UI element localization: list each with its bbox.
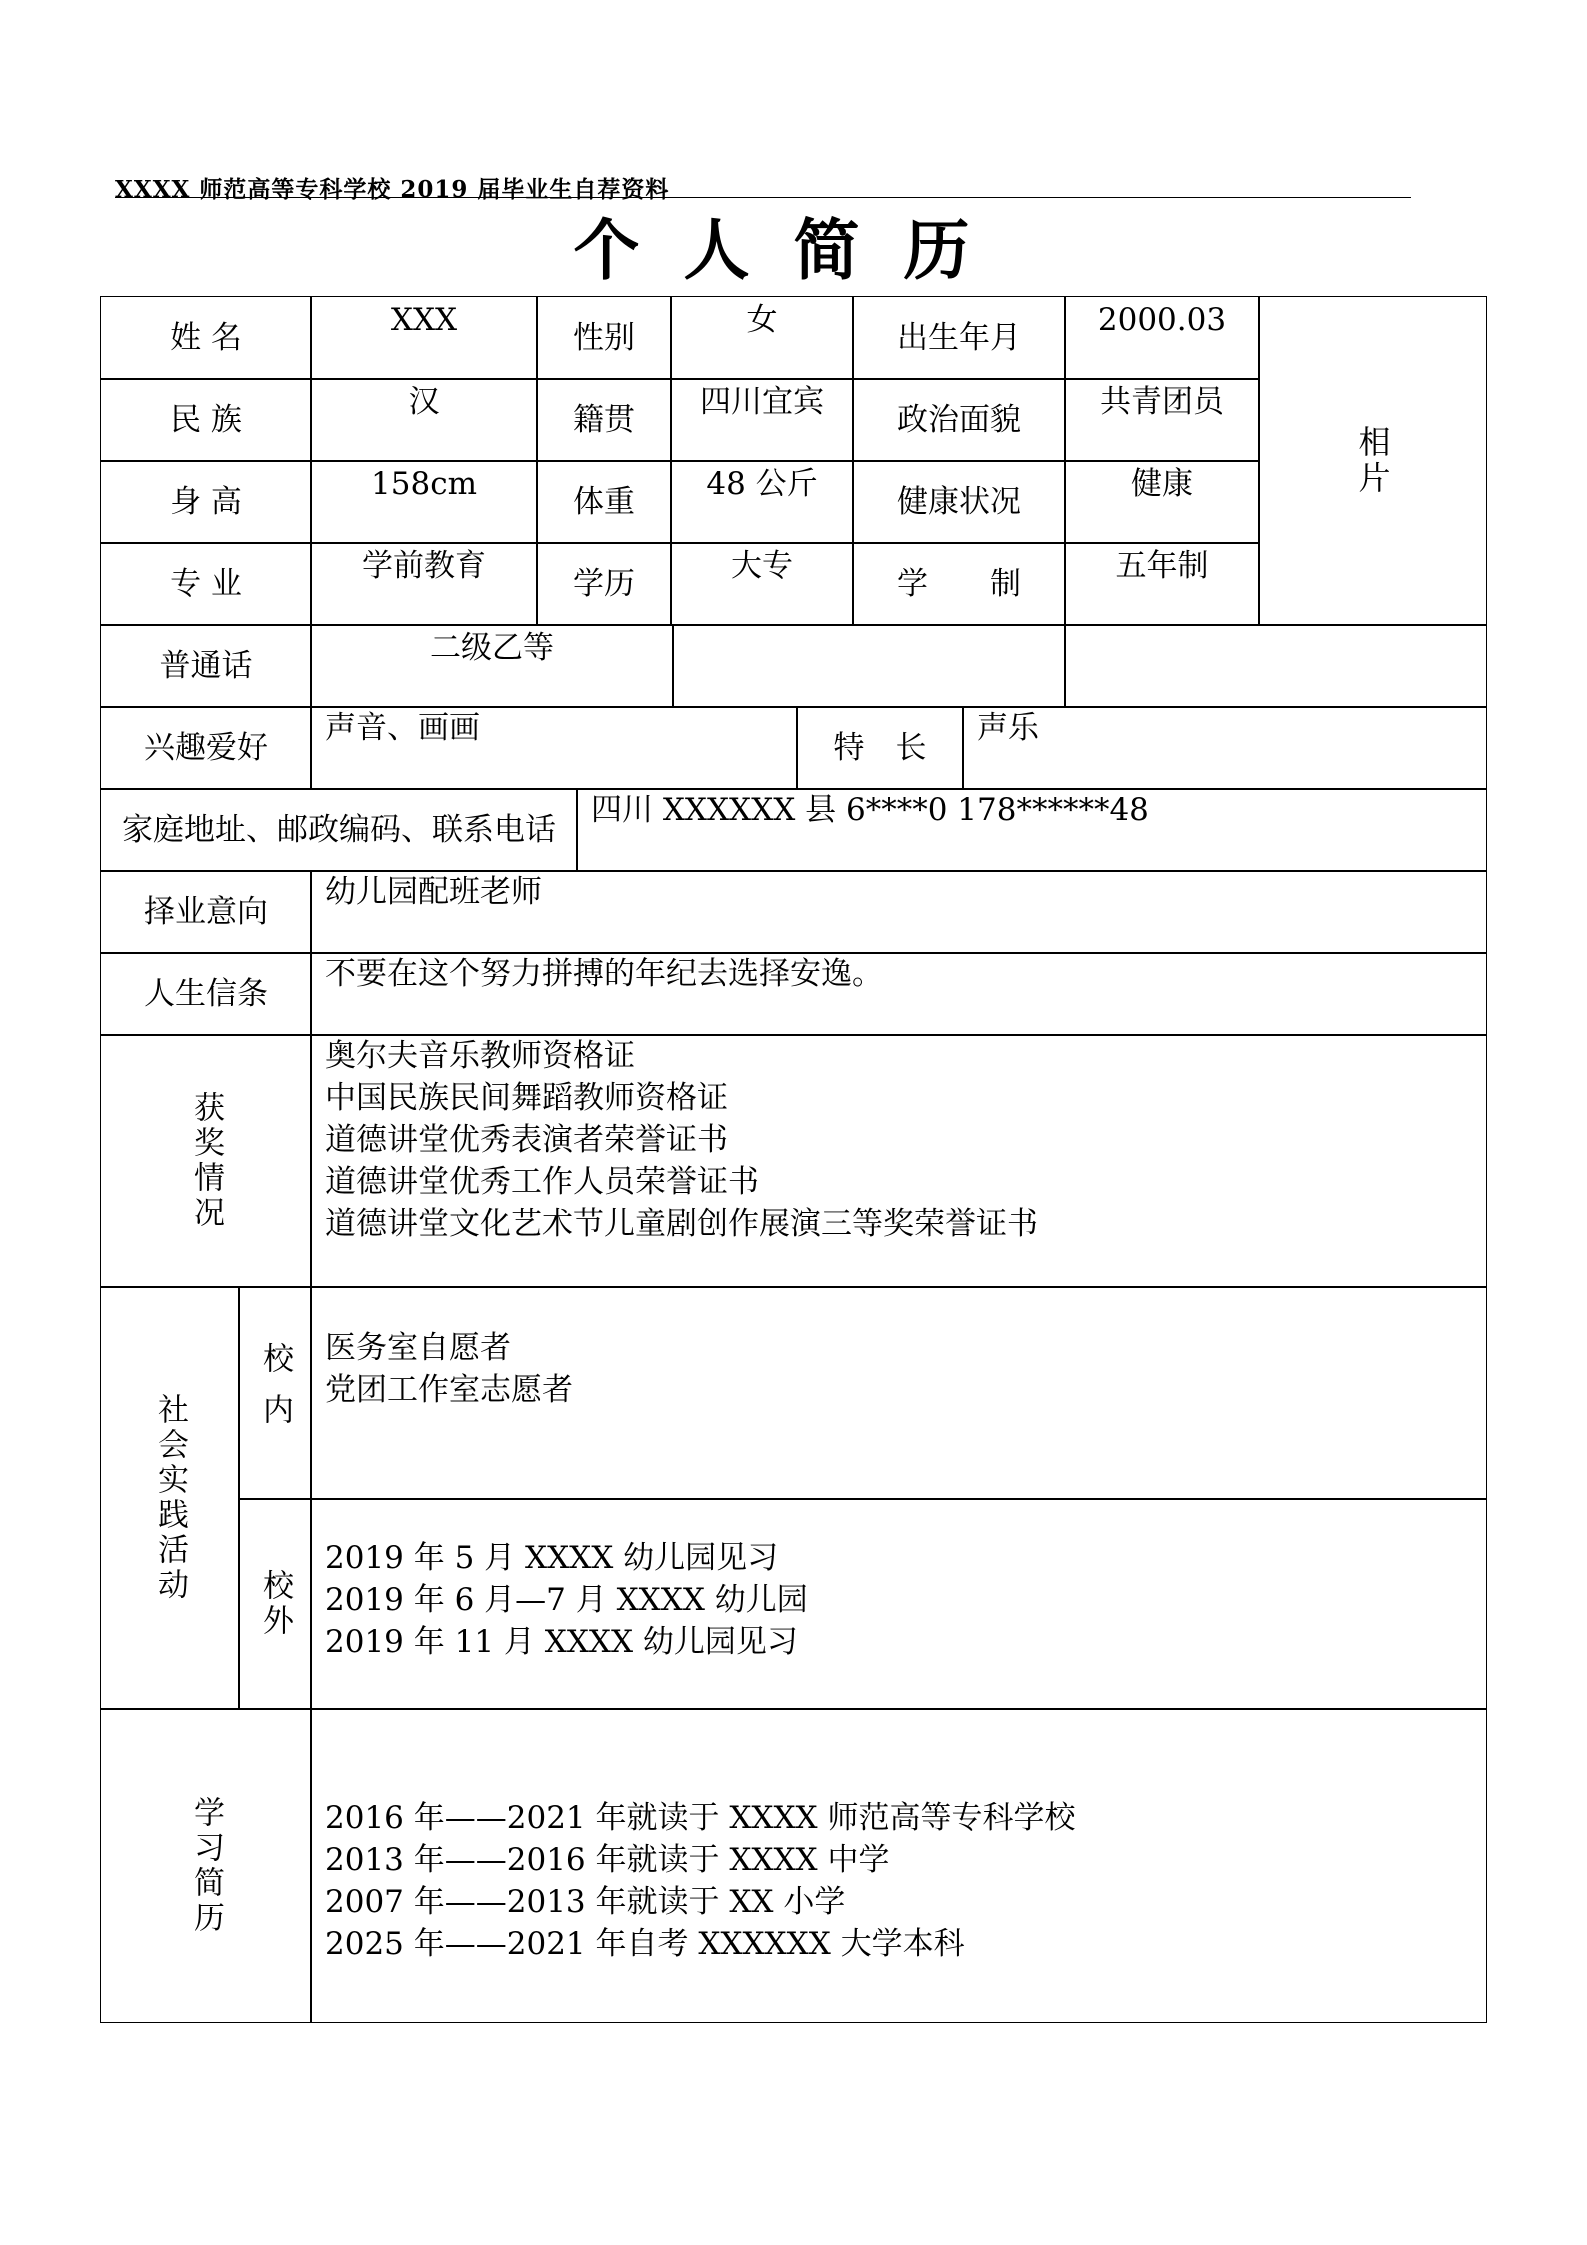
awards-label: 获奖情况 <box>100 1034 312 1288</box>
practice-inside-item: 医务室自愿者 <box>325 1330 511 1366</box>
system-value: 五年制 <box>1064 542 1260 626</box>
award-item: 道德讲堂文化艺术节儿童剧创作展演三等奖荣誉证书 <box>325 1206 1038 1242</box>
motto-label: 人生信条 <box>100 952 312 1036</box>
special-label: 特 长 <box>796 706 964 790</box>
political-value: 共青团员 <box>1064 378 1260 462</box>
career-value: 幼儿园配班老师 <box>310 870 1487 954</box>
motto-value: 不要在这个努力拼搏的年纪去选择安逸。 <box>310 952 1487 1036</box>
study-item: 2025 年——2021 年自考 XXXXXX 大学本科 <box>325 1926 965 1962</box>
ethnicity-label: 民 族 <box>100 378 312 462</box>
practice-inside-label: 校内 <box>238 1286 312 1500</box>
health-value: 健康 <box>1064 460 1260 544</box>
gender-label: 性别 <box>536 296 672 380</box>
height-value: 158cm <box>310 460 538 544</box>
gender-value: 女 <box>670 296 854 380</box>
page-title: 个人简历 <box>573 211 1014 289</box>
birth-value: 2000.03 <box>1064 296 1260 380</box>
blank-cell <box>672 624 1066 708</box>
award-item: 奥尔夫音乐教师资格证 <box>325 1038 635 1074</box>
hobby-value: 声音、画画 <box>310 706 798 790</box>
hobby-label: 兴趣爱好 <box>100 706 312 790</box>
study-label: 学习简历 <box>100 1708 312 2023</box>
awards-list <box>310 1034 1487 1288</box>
blank-cell <box>1064 624 1487 708</box>
education-label: 学历 <box>536 542 672 626</box>
contact-label: 家庭地址、邮政编码、联系电话 <box>100 788 578 872</box>
weight-label: 体重 <box>536 460 672 544</box>
origin-label: 籍贯 <box>536 378 672 462</box>
practice-outside-item: 2019 年 11 月 XXXX 幼儿园见习 <box>325 1624 798 1660</box>
name-value: XXX <box>310 296 538 380</box>
resume-form <box>100 296 1487 2023</box>
major-value: 学前教育 <box>310 542 538 626</box>
award-item: 道德讲堂优秀表演者荣誉证书 <box>325 1122 728 1158</box>
mandarin-label: 普通话 <box>100 624 312 708</box>
study-item: 2016 年——2021 年就读于 XXXX 师范高等专科学校 <box>325 1800 1076 1836</box>
practice-outside-list <box>310 1498 1487 1710</box>
header-rule <box>115 171 1411 203</box>
study-item: 2013 年——2016 年就读于 XXXX 中学 <box>325 1842 890 1878</box>
practice-label: 社会实践活动 <box>100 1286 240 1710</box>
special-value: 声乐 <box>962 706 1487 790</box>
birth-label: 出生年月 <box>852 296 1066 380</box>
political-label: 政治面貌 <box>852 378 1066 462</box>
origin-value: 四川宜宾 <box>670 378 854 462</box>
study-list <box>310 1708 1487 2023</box>
contact-value: 四川 XXXXXX 县 6****0 178******48 <box>576 788 1487 872</box>
mandarin-value: 二级乙等 <box>310 624 674 708</box>
health-label: 健康状况 <box>852 460 1066 544</box>
award-item: 道德讲堂优秀工作人员荣誉证书 <box>325 1164 759 1200</box>
name-label: 姓 名 <box>100 296 312 380</box>
height-label: 身 高 <box>100 460 312 544</box>
header-text: XXXX 师范高等专科学校 2019 届毕业生自荐资料 <box>115 176 670 203</box>
system-label: 学 制 <box>852 542 1066 626</box>
practice-outside-label: 校外 <box>238 1498 312 1710</box>
education-value: 大专 <box>670 542 854 626</box>
weight-value: 48 公斤 <box>670 460 854 544</box>
practice-inside-list <box>310 1286 1487 1500</box>
career-label: 择业意向 <box>100 870 312 954</box>
practice-outside-item: 2019 年 5 月 XXXX 幼儿园见习 <box>325 1540 779 1576</box>
practice-outside-item: 2019 年 6 月—7 月 XXXX 幼儿园 <box>325 1582 808 1618</box>
award-item: 中国民族民间舞蹈教师资格证 <box>325 1080 728 1116</box>
photo-placeholder: 相片 <box>1258 296 1487 626</box>
study-item: 2007 年——2013 年就读于 XX 小学 <box>325 1884 846 1920</box>
major-label: 专 业 <box>100 542 312 626</box>
practice-inside-item: 党团工作室志愿者 <box>325 1372 573 1408</box>
ethnicity-value: 汉 <box>310 378 538 462</box>
